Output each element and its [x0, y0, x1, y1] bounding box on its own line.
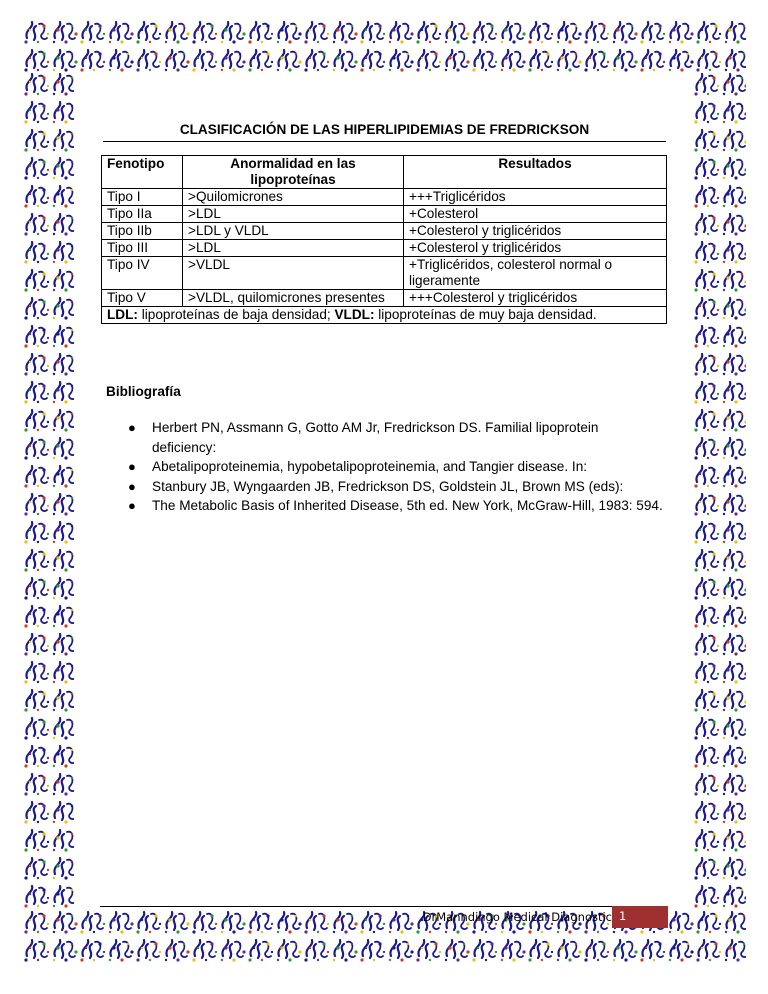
confetti-motif — [53, 690, 74, 712]
confetti-motif — [24, 718, 49, 740]
table-note — [102, 307, 667, 324]
confetti-motif — [53, 102, 74, 124]
confetti-motif — [472, 22, 497, 44]
confetti-motif — [694, 466, 719, 488]
confetti-motif — [53, 270, 74, 292]
confetti-motif — [192, 50, 217, 72]
confetti-motif — [53, 186, 74, 208]
confetti-motif — [53, 158, 74, 180]
confetti-motif — [80, 22, 105, 44]
cell-fenotipo: Tipo IIb — [102, 223, 183, 240]
confetti-motif — [192, 940, 217, 962]
confetti-motif — [723, 522, 746, 544]
confetti-motif — [694, 522, 719, 544]
confetti-motif — [694, 242, 719, 264]
confetti-motif — [24, 606, 49, 628]
confetti-motif — [694, 354, 719, 376]
confetti-motif — [669, 50, 694, 72]
confetti-motif — [80, 940, 105, 962]
confetti-motif — [723, 242, 746, 264]
confetti-motif — [24, 22, 49, 44]
confetti-motif — [24, 802, 49, 824]
confetti-motif — [53, 22, 78, 44]
confetti-motif — [24, 858, 49, 880]
confetti-motif — [696, 50, 721, 72]
confetti-motif — [53, 774, 74, 796]
list-item — [106, 418, 666, 457]
confetti-motif — [165, 940, 190, 962]
confetti-motif — [723, 158, 746, 180]
cell-fenotipo: Tipo IIa — [102, 206, 183, 223]
confetti-motif — [136, 50, 161, 72]
bullet-icon: ● — [128, 498, 136, 513]
list-item — [106, 477, 666, 497]
confetti-motif — [221, 940, 246, 962]
ldl-label: LDL: — [107, 307, 138, 322]
header-fenotipo: Fenotipo — [102, 156, 183, 189]
confetti-motif — [723, 354, 746, 376]
table-row — [102, 257, 667, 290]
confetti-motif — [528, 50, 553, 72]
confetti-motif — [723, 634, 746, 656]
confetti-motif — [24, 746, 49, 768]
confetti-motif — [584, 22, 609, 44]
confetti-motif — [723, 718, 746, 740]
cell-resultado: +Colesterol — [404, 206, 667, 223]
header-anormalidad: Anormalidad en las lipoproteínas — [183, 156, 404, 189]
confetti-motif — [53, 886, 74, 908]
reference-text: Herbert PN, Assmann G, Gotto AM Jr, Fredrickson DS. Familial lipoprotein deficiency: — [152, 420, 599, 455]
confetti-motif — [24, 410, 49, 432]
vldl-definition: lipoproteínas de muy baja densidad. — [374, 307, 597, 322]
fredrickson-table — [101, 155, 667, 324]
confetti-motif — [53, 298, 74, 320]
decorative-border-left — [22, 70, 74, 920]
confetti-motif — [694, 102, 719, 124]
confetti-motif — [24, 270, 49, 292]
confetti-motif — [694, 550, 719, 572]
confetti-motif — [53, 494, 74, 516]
bullet-icon: ● — [128, 478, 136, 494]
confetti-motif — [53, 578, 74, 600]
confetti-motif — [53, 410, 74, 432]
page-title: CLASIFICACIÓN DE LAS HIPERLIPIDEMIAS DE FREDRICKSON — [103, 122, 666, 142]
confetti-motif — [333, 22, 358, 44]
confetti-motif — [192, 22, 217, 44]
cell-fenotipo: Tipo V — [102, 290, 183, 307]
confetti-motif — [109, 22, 134, 44]
confetti-motif — [165, 50, 190, 72]
confetti-motif — [24, 130, 49, 152]
confetti-motif — [694, 214, 719, 236]
confetti-motif — [24, 690, 49, 712]
confetti-motif — [613, 940, 638, 962]
confetti-motif — [389, 22, 414, 44]
confetti-motif — [528, 940, 553, 962]
confetti-motif — [584, 50, 609, 72]
confetti-motif — [694, 858, 719, 880]
confetti-motif — [725, 940, 746, 962]
confetti-motif — [694, 158, 719, 180]
confetti-motif — [723, 494, 746, 516]
confetti-motif — [723, 858, 746, 880]
confetti-motif — [416, 50, 441, 72]
confetti-motif — [53, 466, 74, 488]
confetti-motif — [723, 746, 746, 768]
confetti-motif — [53, 50, 78, 72]
confetti-motif — [725, 50, 746, 72]
cell-resultado: +++Colesterol y triglicéridos — [404, 290, 667, 307]
cell-fenotipo: Tipo I — [102, 189, 183, 206]
confetti-motif — [221, 50, 246, 72]
confetti-motif — [24, 50, 49, 72]
confetti-motif — [53, 74, 74, 96]
table-header-row — [102, 156, 667, 189]
cell-anormalidad: >LDL y VLDL — [183, 223, 404, 240]
confetti-motif — [304, 50, 329, 72]
bibliography-heading: Bibliografía — [106, 384, 181, 399]
confetti-motif — [725, 22, 746, 44]
confetti-motif — [640, 940, 665, 962]
confetti-motif — [333, 940, 358, 962]
cell-resultado: +++Triglicéridos — [404, 189, 667, 206]
confetti-motif — [584, 940, 609, 962]
confetti-motif — [165, 22, 190, 44]
confetti-motif — [24, 242, 49, 264]
table-row — [102, 206, 667, 223]
table-row — [102, 240, 667, 257]
cell-anormalidad: >Quilomicrones — [183, 189, 404, 206]
confetti-motif — [723, 690, 746, 712]
cell-resultado: +Triglicéridos, colesterol normal o ligeramente — [404, 257, 667, 290]
confetti-motif — [445, 50, 470, 72]
confetti-motif — [694, 298, 719, 320]
confetti-motif — [53, 940, 78, 962]
confetti-motif — [723, 550, 746, 572]
confetti-motif — [723, 270, 746, 292]
confetti-motif — [53, 242, 74, 264]
confetti-motif — [277, 50, 302, 72]
confetti-motif — [53, 326, 74, 348]
confetti-motif — [53, 634, 74, 656]
confetti-motif — [723, 438, 746, 460]
confetti-motif — [24, 940, 49, 962]
confetti-motif — [360, 50, 385, 72]
confetti-motif — [53, 802, 74, 824]
table-row — [102, 189, 667, 206]
confetti-motif — [221, 22, 246, 44]
confetti-motif — [24, 382, 49, 404]
confetti-motif — [24, 662, 49, 684]
cell-fenotipo: Tipo IV — [102, 257, 183, 290]
confetti-motif — [723, 578, 746, 600]
list-item — [106, 496, 666, 516]
cell-anormalidad: >VLDL, quilomicrones presentes — [183, 290, 404, 307]
confetti-motif — [53, 718, 74, 740]
confetti-motif — [24, 634, 49, 656]
confetti-motif — [24, 74, 49, 96]
confetti-motif — [694, 690, 719, 712]
cell-anormalidad: >VLDL — [183, 257, 404, 290]
confetti-motif — [723, 382, 746, 404]
confetti-motif — [669, 912, 694, 934]
confetti-motif — [640, 22, 665, 44]
confetti-motif — [136, 22, 161, 44]
confetti-motif — [696, 940, 721, 962]
footer-text: DrManndingo Medical Diagnostic — [422, 910, 612, 924]
confetti-motif — [445, 22, 470, 44]
confetti-motif — [277, 22, 302, 44]
confetti-motif — [24, 326, 49, 348]
confetti-motif — [694, 606, 719, 628]
confetti-motif — [24, 298, 49, 320]
confetti-motif — [694, 130, 719, 152]
confetti-motif — [723, 326, 746, 348]
confetti-motif — [557, 50, 582, 72]
confetti-motif — [24, 886, 49, 908]
confetti-motif — [694, 662, 719, 684]
confetti-motif — [389, 50, 414, 72]
cell-anormalidad: >LDL — [183, 240, 404, 257]
confetti-motif — [24, 214, 49, 236]
confetti-motif — [723, 214, 746, 236]
confetti-motif — [24, 774, 49, 796]
confetti-motif — [694, 830, 719, 852]
confetti-motif — [304, 22, 329, 44]
confetti-motif — [472, 940, 497, 962]
confetti-motif — [333, 50, 358, 72]
confetti-motif — [360, 940, 385, 962]
confetti-motif — [669, 22, 694, 44]
confetti-motif — [694, 634, 719, 656]
confetti-motif — [723, 662, 746, 684]
confetti-motif — [694, 494, 719, 516]
page-number-badge: 1 — [612, 906, 668, 928]
confetti-motif — [723, 886, 746, 908]
confetti-motif — [723, 186, 746, 208]
confetti-motif — [694, 270, 719, 292]
cell-resultado: +Colesterol y triglicéridos — [404, 240, 667, 257]
confetti-motif — [53, 438, 74, 460]
reference-text: The Metabolic Basis of Inherited Disease, 5th ed. New York, McGraw-Hill, 1983: 594. — [152, 498, 663, 513]
confetti-motif — [669, 940, 694, 962]
confetti-motif — [24, 438, 49, 460]
ldl-definition: lipoproteínas de baja densidad; — [137, 307, 335, 322]
confetti-motif — [694, 186, 719, 208]
confetti-motif — [24, 158, 49, 180]
confetti-motif — [557, 22, 582, 44]
cell-resultado: +Colesterol y triglicéridos — [404, 223, 667, 240]
confetti-motif — [53, 746, 74, 768]
confetti-motif — [694, 802, 719, 824]
footer-divider — [100, 906, 667, 907]
confetti-motif — [53, 830, 74, 852]
confetti-motif — [557, 940, 582, 962]
confetti-motif — [723, 298, 746, 320]
confetti-motif — [694, 438, 719, 460]
confetti-motif — [136, 940, 161, 962]
confetti-motif — [613, 22, 638, 44]
cell-anormalidad: >LDL — [183, 206, 404, 223]
confetti-motif — [694, 774, 719, 796]
bibliography-list — [106, 418, 666, 516]
confetti-motif — [248, 50, 273, 72]
confetti-motif — [53, 382, 74, 404]
confetti-motif — [694, 886, 719, 908]
confetti-motif — [248, 940, 273, 962]
header-resultados: Resultados — [404, 156, 667, 189]
confetti-motif — [445, 940, 470, 962]
confetti-motif — [501, 940, 526, 962]
confetti-motif — [24, 102, 49, 124]
confetti-motif — [53, 354, 74, 376]
confetti-motif — [723, 606, 746, 628]
vldl-label: VLDL: — [334, 307, 375, 322]
confetti-motif — [696, 22, 721, 44]
confetti-motif — [24, 522, 49, 544]
confetti-motif — [109, 940, 134, 962]
confetti-motif — [694, 578, 719, 600]
confetti-motif — [723, 466, 746, 488]
confetti-motif — [416, 22, 441, 44]
confetti-motif — [694, 718, 719, 740]
confetti-motif — [613, 50, 638, 72]
table-row — [102, 290, 667, 307]
confetti-motif — [304, 940, 329, 962]
confetti-motif — [640, 50, 665, 72]
confetti-motif — [694, 74, 719, 96]
confetti-motif — [694, 746, 719, 768]
confetti-motif — [80, 50, 105, 72]
confetti-motif — [694, 410, 719, 432]
decorative-border-right — [692, 70, 746, 920]
table-note-row — [102, 307, 667, 324]
confetti-motif — [723, 74, 746, 96]
reference-text: Stanbury JB, Wyngaarden JB, Fredrickson DS, Goldstein JL, Brown MS (eds): — [152, 478, 624, 494]
confetti-motif — [723, 130, 746, 152]
confetti-motif — [501, 50, 526, 72]
confetti-motif — [24, 354, 49, 376]
confetti-motif — [53, 858, 74, 880]
confetti-motif — [723, 410, 746, 432]
confetti-motif — [501, 22, 526, 44]
confetti-motif — [248, 22, 273, 44]
bullet-icon: ● — [128, 420, 136, 435]
confetti-motif — [528, 22, 553, 44]
confetti-motif — [277, 940, 302, 962]
confetti-motif — [24, 186, 49, 208]
cell-fenotipo: Tipo III — [102, 240, 183, 257]
confetti-motif — [360, 22, 385, 44]
confetti-motif — [53, 606, 74, 628]
confetti-motif — [24, 550, 49, 572]
confetti-motif — [694, 382, 719, 404]
bullet-icon: ● — [128, 459, 136, 474]
confetti-motif — [416, 940, 441, 962]
list-item — [106, 457, 666, 477]
confetti-motif — [24, 466, 49, 488]
confetti-motif — [694, 326, 719, 348]
confetti-motif — [723, 102, 746, 124]
confetti-motif — [109, 50, 134, 72]
decorative-border-top — [22, 18, 746, 76]
confetti-motif — [53, 662, 74, 684]
confetti-motif — [723, 774, 746, 796]
confetti-motif — [53, 214, 74, 236]
confetti-motif — [53, 522, 74, 544]
confetti-motif — [389, 940, 414, 962]
confetti-motif — [24, 494, 49, 516]
confetti-motif — [723, 830, 746, 852]
table-row — [102, 223, 667, 240]
confetti-motif — [472, 50, 497, 72]
confetti-motif — [53, 550, 74, 572]
confetti-motif — [24, 830, 49, 852]
reference-text: Abetalipoproteinemia, hypobetalipoproteinemia, and Tangier disease. In: — [152, 459, 588, 474]
confetti-motif — [723, 802, 746, 824]
confetti-motif — [53, 130, 74, 152]
confetti-motif — [24, 578, 49, 600]
